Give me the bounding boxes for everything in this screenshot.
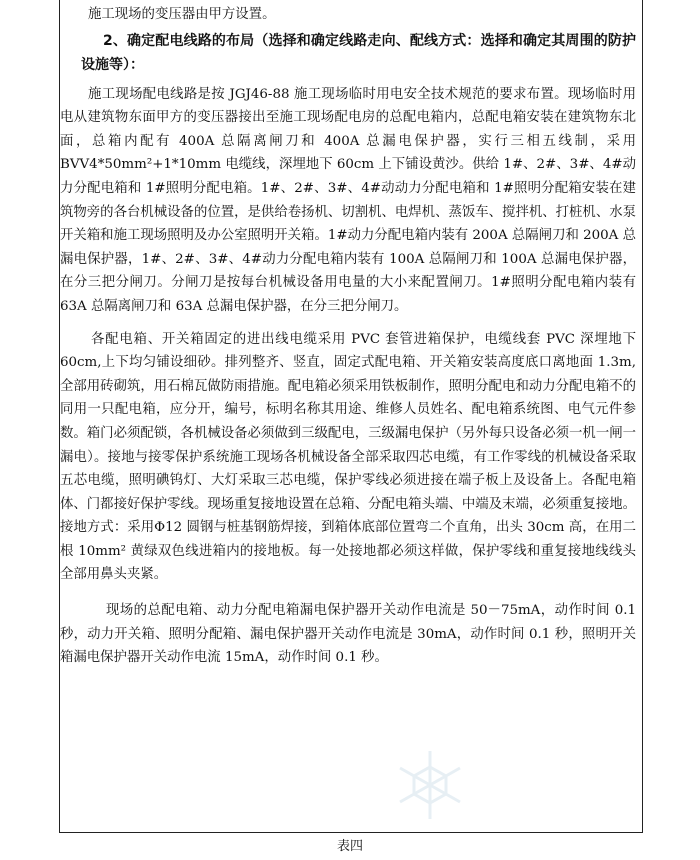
paragraph-distribution-layout: 施工现场配电线路是按 JGJ46-88 施工现场临时用电安全技术规范的要求布置。现场临时用电从建筑物东面甲方的变压器接出至施工现场配电房的总配电箱内，总配电箱安装在建筑物东北面，总箱内配有 400A 总隔离闸刀和 400A 总漏电保护器，实行三相五线制，采用BVV4*50mm²+1*10mm 电缆线，深埋地下 60cm 上下铺设黄沙。供给 1#、2#、3#、4#动力分配电箱和 1#照明分配电箱。1#、2#、3#、4#动动力分配电箱和 1#照明分配箱安装在建筑物旁的各台机械设备的位置，是供给卷扬机、切割机、电焊机、蒸饭车、搅拌机、打桩机、水泵开关箱和施工现场照明及办公室照明开关箱。1#动力分配电箱内装有 200A 总隔闸刀和 200A 总漏电保护器，1#、2#、3#、4#动力分配电箱内装有 100A 总隔闸刀和 100A 总漏电保护器，在分三把分闸刀。分闸刀是按每台机械设备用电量的大小来配置闸刀。1#照明分配电箱内装有 63A 总隔离闸刀和 63A 总漏电保护器，在分三把分闸刀。 bbox=[60, 86, 636, 314]
paragraph-cable-and-grounding: 各配电箱、开关箱固定的进出线电缆采用 PVC 套管进箱保护，电缆线套 PVC 深埋地下 60cm,上下均匀铺设细砂。排列整齐、竖直，固定式配电箱、开关箱安装高度底口离地面 1.3m,全部用砖砌筑，用石棉瓦做防雨措施。配电箱必须采用铁板制作，照明分配电和动力分配电箱不的同用一只配电箱，应分开，编号，标明名称其用途、维修人员姓名、配电箱系统图、电气元件参数。箱门必须配锁，各机械设备必须做到三级配电，三级漏电保护（另外每只设备必须一机一闸一漏电）。接地与接零保护系统施工现场各机械设备全部采取四芯电缆，有工作零线的机械设备采取五芯电缆，照明碘钨灯、大灯采取三芯电缆，保护零线必须进接在端子板上及设备上。各配电箱体、门都接好保护零线。现场重复接地设置在总箱、分配电箱头端、中端及末端，必须重复接地。接地方式：采用Φ12 圆钢与桩基钢筋焊接，到箱体底部位置弯二个直角，出头 30cm 高，在用二根 10mm² 黄绿双色线进箱内的接地板。每一处接地都必须这样做，保护零线和重复接地线线头全部用鼻头夹紧。 bbox=[60, 331, 636, 583]
section-heading: 2、确定配电线路的布局（选择和确定线路走向、配线方式：选择和确定其周围的防护设施等）： bbox=[81, 32, 636, 73]
paragraph-leakage-current: 现场的总配电箱、动力分配电箱漏电保护器开关动作电流是 50－75mA，动作时间 0.1 秒，动力开关箱、照明分配箱、漏电保护器开关动作电流是 30mA，动作时间 0.1 秒，照明开关箱漏电保护器开关动作电流 15mA，动作时间 0.1 秒。 bbox=[60, 603, 636, 666]
watermark-snowflake-icon bbox=[390, 745, 470, 825]
document-body bbox=[60, 3, 636, 670]
intro-line: 施工现场的变压器由甲方设置。 bbox=[88, 7, 276, 22]
table-caption: 表四 bbox=[336, 839, 363, 854]
